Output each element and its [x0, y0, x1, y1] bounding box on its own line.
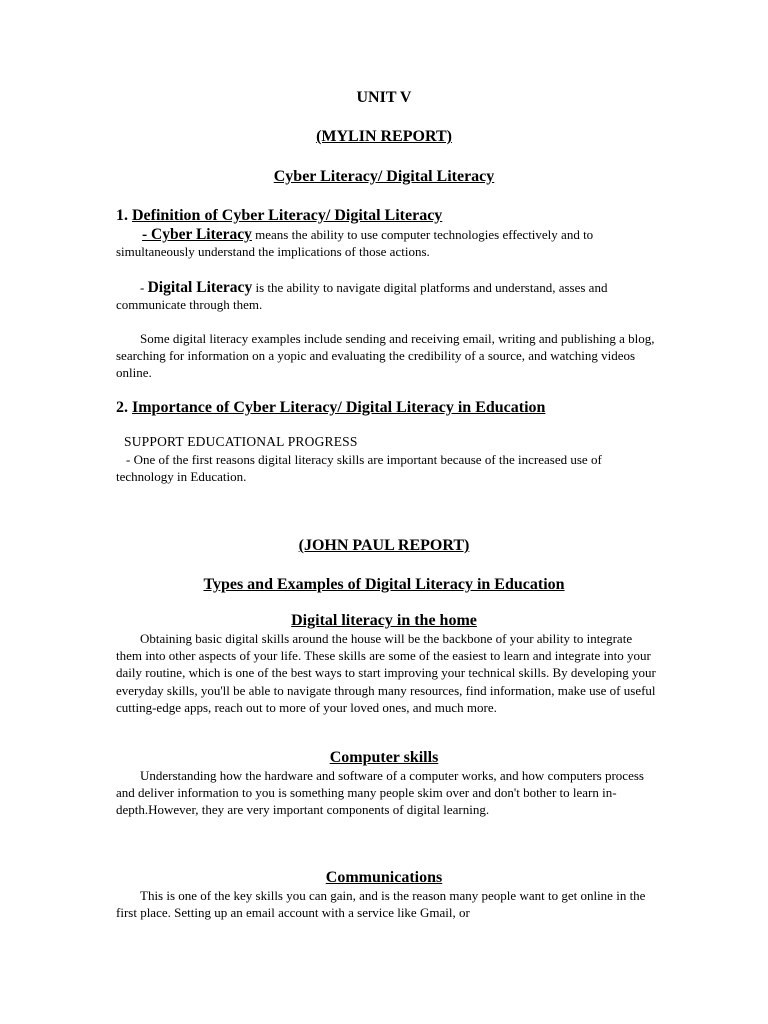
section-1-heading	[116, 206, 442, 226]
communications-text: This is one of the key skills you can gain, and is the reason many people want to get online in the first place. Setting up an email account with a service like Gmail, or	[116, 888, 646, 921]
support-progress-heading: SUPPORT EDUCATIONAL PROGRESS	[124, 434, 358, 449]
john-paul-report-title: (JOHN PAUL REPORT)	[298, 537, 470, 554]
digital-literacy-definition	[116, 279, 656, 313]
mylin-report-title: (MYLIN REPORT)	[316, 128, 452, 145]
cyber-literacy-definition	[116, 226, 656, 260]
computer-skills-text: Understanding how the hardware and software of a computer works, and how computers process and deliver information to you is something many people skim over and don't bother to learn in- depth.However, they are very important components of digital learning.	[116, 768, 644, 818]
home-section-text: Obtaining basic digital skills around the house will be the backbone of your ability to integrate them into other aspects of your life. These skills are some of the easiest to learn and integrate into your daily routine, which is one of the best ways to start improving your technical skills. By developing your everyday skills, you'll be able to navigate through many resources, find information, make use of useful cutting-edge apps, reach out to more of your loved ones, and much more.	[116, 631, 656, 715]
cyber-literacy-text: means the ability to use computer technologies effectively and to simultaneously understand the implications of those actions.	[116, 227, 594, 260]
section-2-title: Importance of Cyber Literacy/ Digital Literacy in Education	[132, 399, 546, 416]
section-1-title: Definition of Cyber Literacy/ Digital Literacy	[132, 207, 443, 224]
unit-title: UNIT V	[356, 89, 412, 106]
communications-title: Communications	[325, 869, 443, 886]
computer-skills-title: Computer skills	[329, 749, 439, 766]
support-progress-text: - One of the first reasons digital literacy skills are important because of the increased use of technology in Education.	[116, 452, 602, 485]
digital-literacy-text: is the ability to navigate digital platforms and understand, asses and communicate through them.	[116, 280, 608, 313]
digital-literacy-dash: -	[140, 280, 148, 295]
home-section-title: Digital literacy in the home	[291, 612, 477, 629]
cyber-literacy-term: - Cyber Literacy	[142, 226, 252, 243]
digital-literacy-examples: Some digital literacy examples include sending and receiving email, writing and publishing a blog, searching for information on a yopic and evaluating the credibility of a source, and watching videos online.	[116, 331, 655, 381]
section-1-number: 1.	[116, 207, 128, 224]
section-2-heading	[116, 398, 545, 418]
types-examples-title: Types and Examples of Digital Literacy in Education	[203, 576, 565, 593]
digital-literacy-term: Digital Literacy	[147, 279, 253, 296]
cyber-literacy-title: Cyber Literacy/ Digital Literacy	[273, 168, 495, 185]
section-2-number: 2.	[116, 399, 128, 416]
